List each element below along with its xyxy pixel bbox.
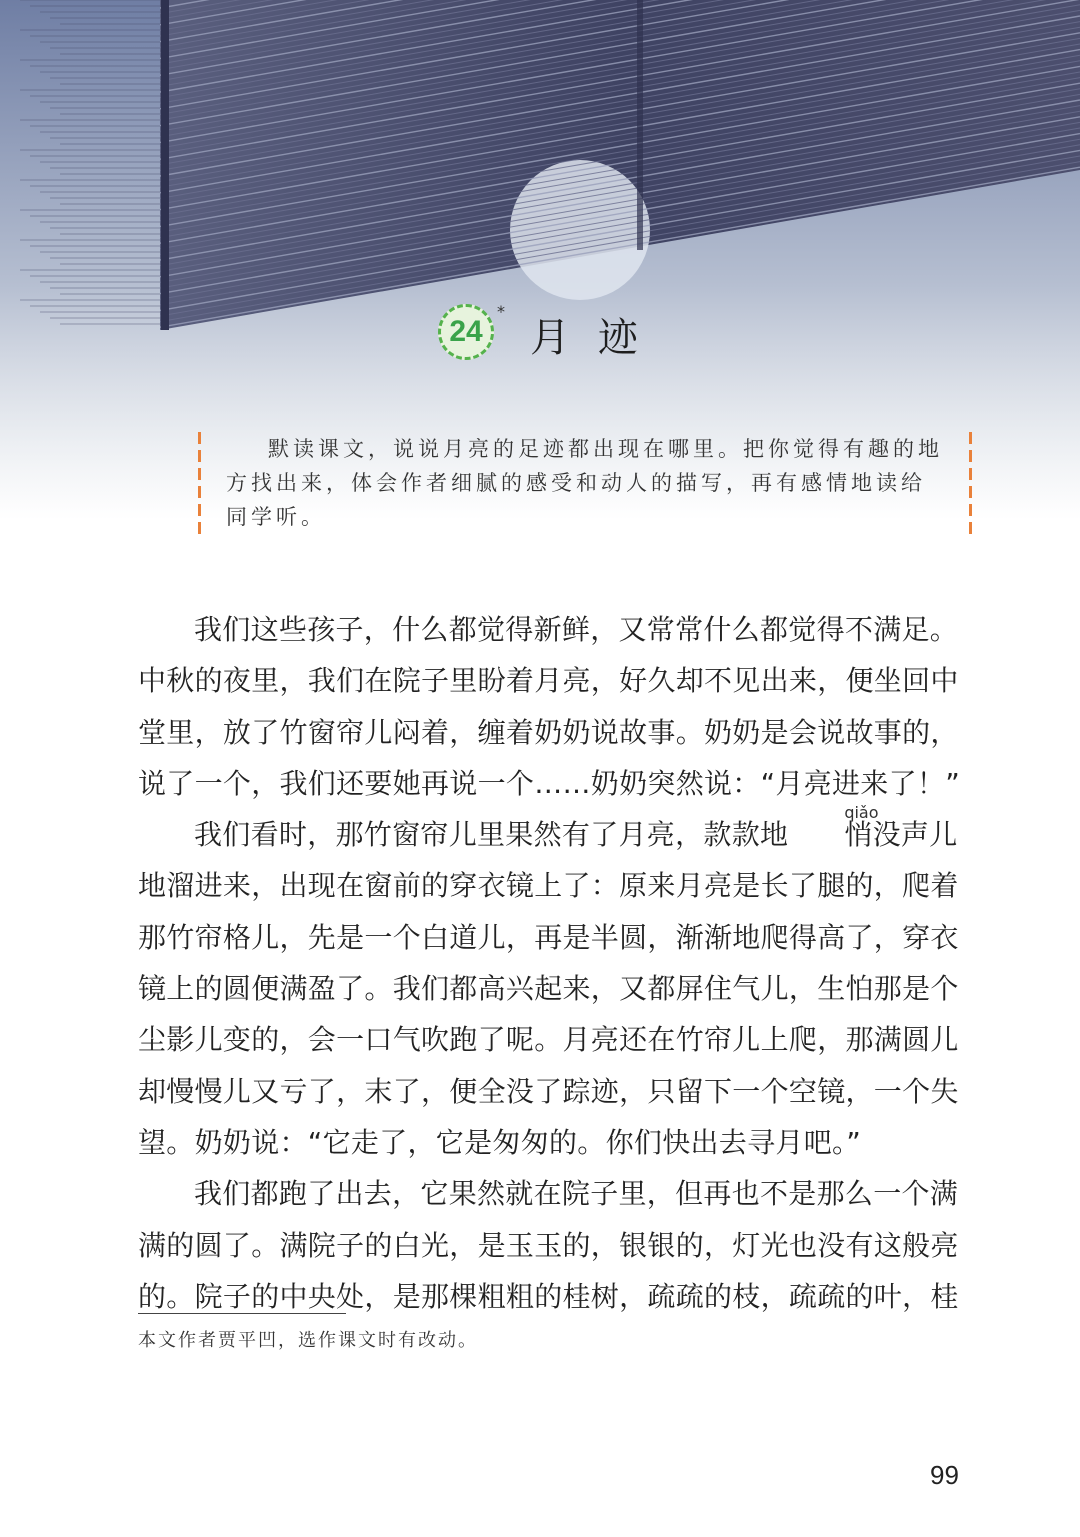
footnote: 本文作者贾平凹，选作课文时有改动。: [138, 1330, 478, 1351]
footnote-rule: [138, 1313, 346, 1314]
page-number: 99: [930, 1460, 959, 1490]
prompt-bar-right: [969, 432, 972, 534]
paragraph-1: 我们这些孩子，什么都觉得新鲜，又常常什么都觉得不满足。中秋的夜里，我们在院子里盼着月亮，好久却不见出来，便坐回中堂里，放了竹窗帘儿闷着，缠着奶奶说故事。奶奶是会说故事的，说了一个，我们还要她再说一个……奶奶突然说：“月亮进来了！”: [138, 613, 961, 800]
prompt-bar-left: [198, 432, 201, 534]
paragraph-2-part-a: 我们看时，那竹窗帘儿里果然有了月亮，款款地: [194, 818, 789, 852]
prompt-text: 默读课文，说说月亮的足迹都出现在哪里。把你觉得有趣的地方找出来，体会作者细腻的感受和动人的描写，再有感情地读给同学听。: [226, 437, 943, 529]
lesson-number-badge: [438, 304, 494, 360]
annotated-char: [788, 803, 879, 860]
annotated-char-text: 悄: [844, 818, 873, 852]
paragraph-2-part-b: 没声儿地溜进来，出现在窗前的穿衣镜上了：原来月亮是长了腿的，爬着那竹帘格儿，先是一个白道儿，再是半圆，渐渐地爬得高了，穿衣镜上的圆便满盈了。我们都高兴起来，又都屏住气儿，生怕那是个尘影儿变的，会一口气吹跑了呢。月亮还在竹帘儿上爬，那满圆儿却慢慢儿又亏了，末了，便全没了踪迹，只留下一个空镜，一个失望。奶奶说：“它走了，它是匆匆的。你们快出去寻月吧。”: [138, 818, 959, 1159]
lesson-number: 24: [449, 315, 483, 348]
pinyin-annotation: qiǎo: [844, 803, 879, 823]
self-study-mark: *: [497, 302, 505, 321]
reading-prompt: [198, 432, 972, 536]
paragraph-2: [138, 803, 974, 1168]
paragraph-3: 我们都跑了出去，它果然就在院子里，但再也不是那么一个满满的圆了。满院子的白光，是玉玉的，银银的，灯光也没有这般亮的。院子的中央处，是那棵粗粗的桂树，疏疏的枝，疏疏的叶，桂: [138, 1177, 959, 1313]
lesson-title: 月迹: [530, 315, 666, 361]
lesson-body: [138, 604, 974, 1322]
